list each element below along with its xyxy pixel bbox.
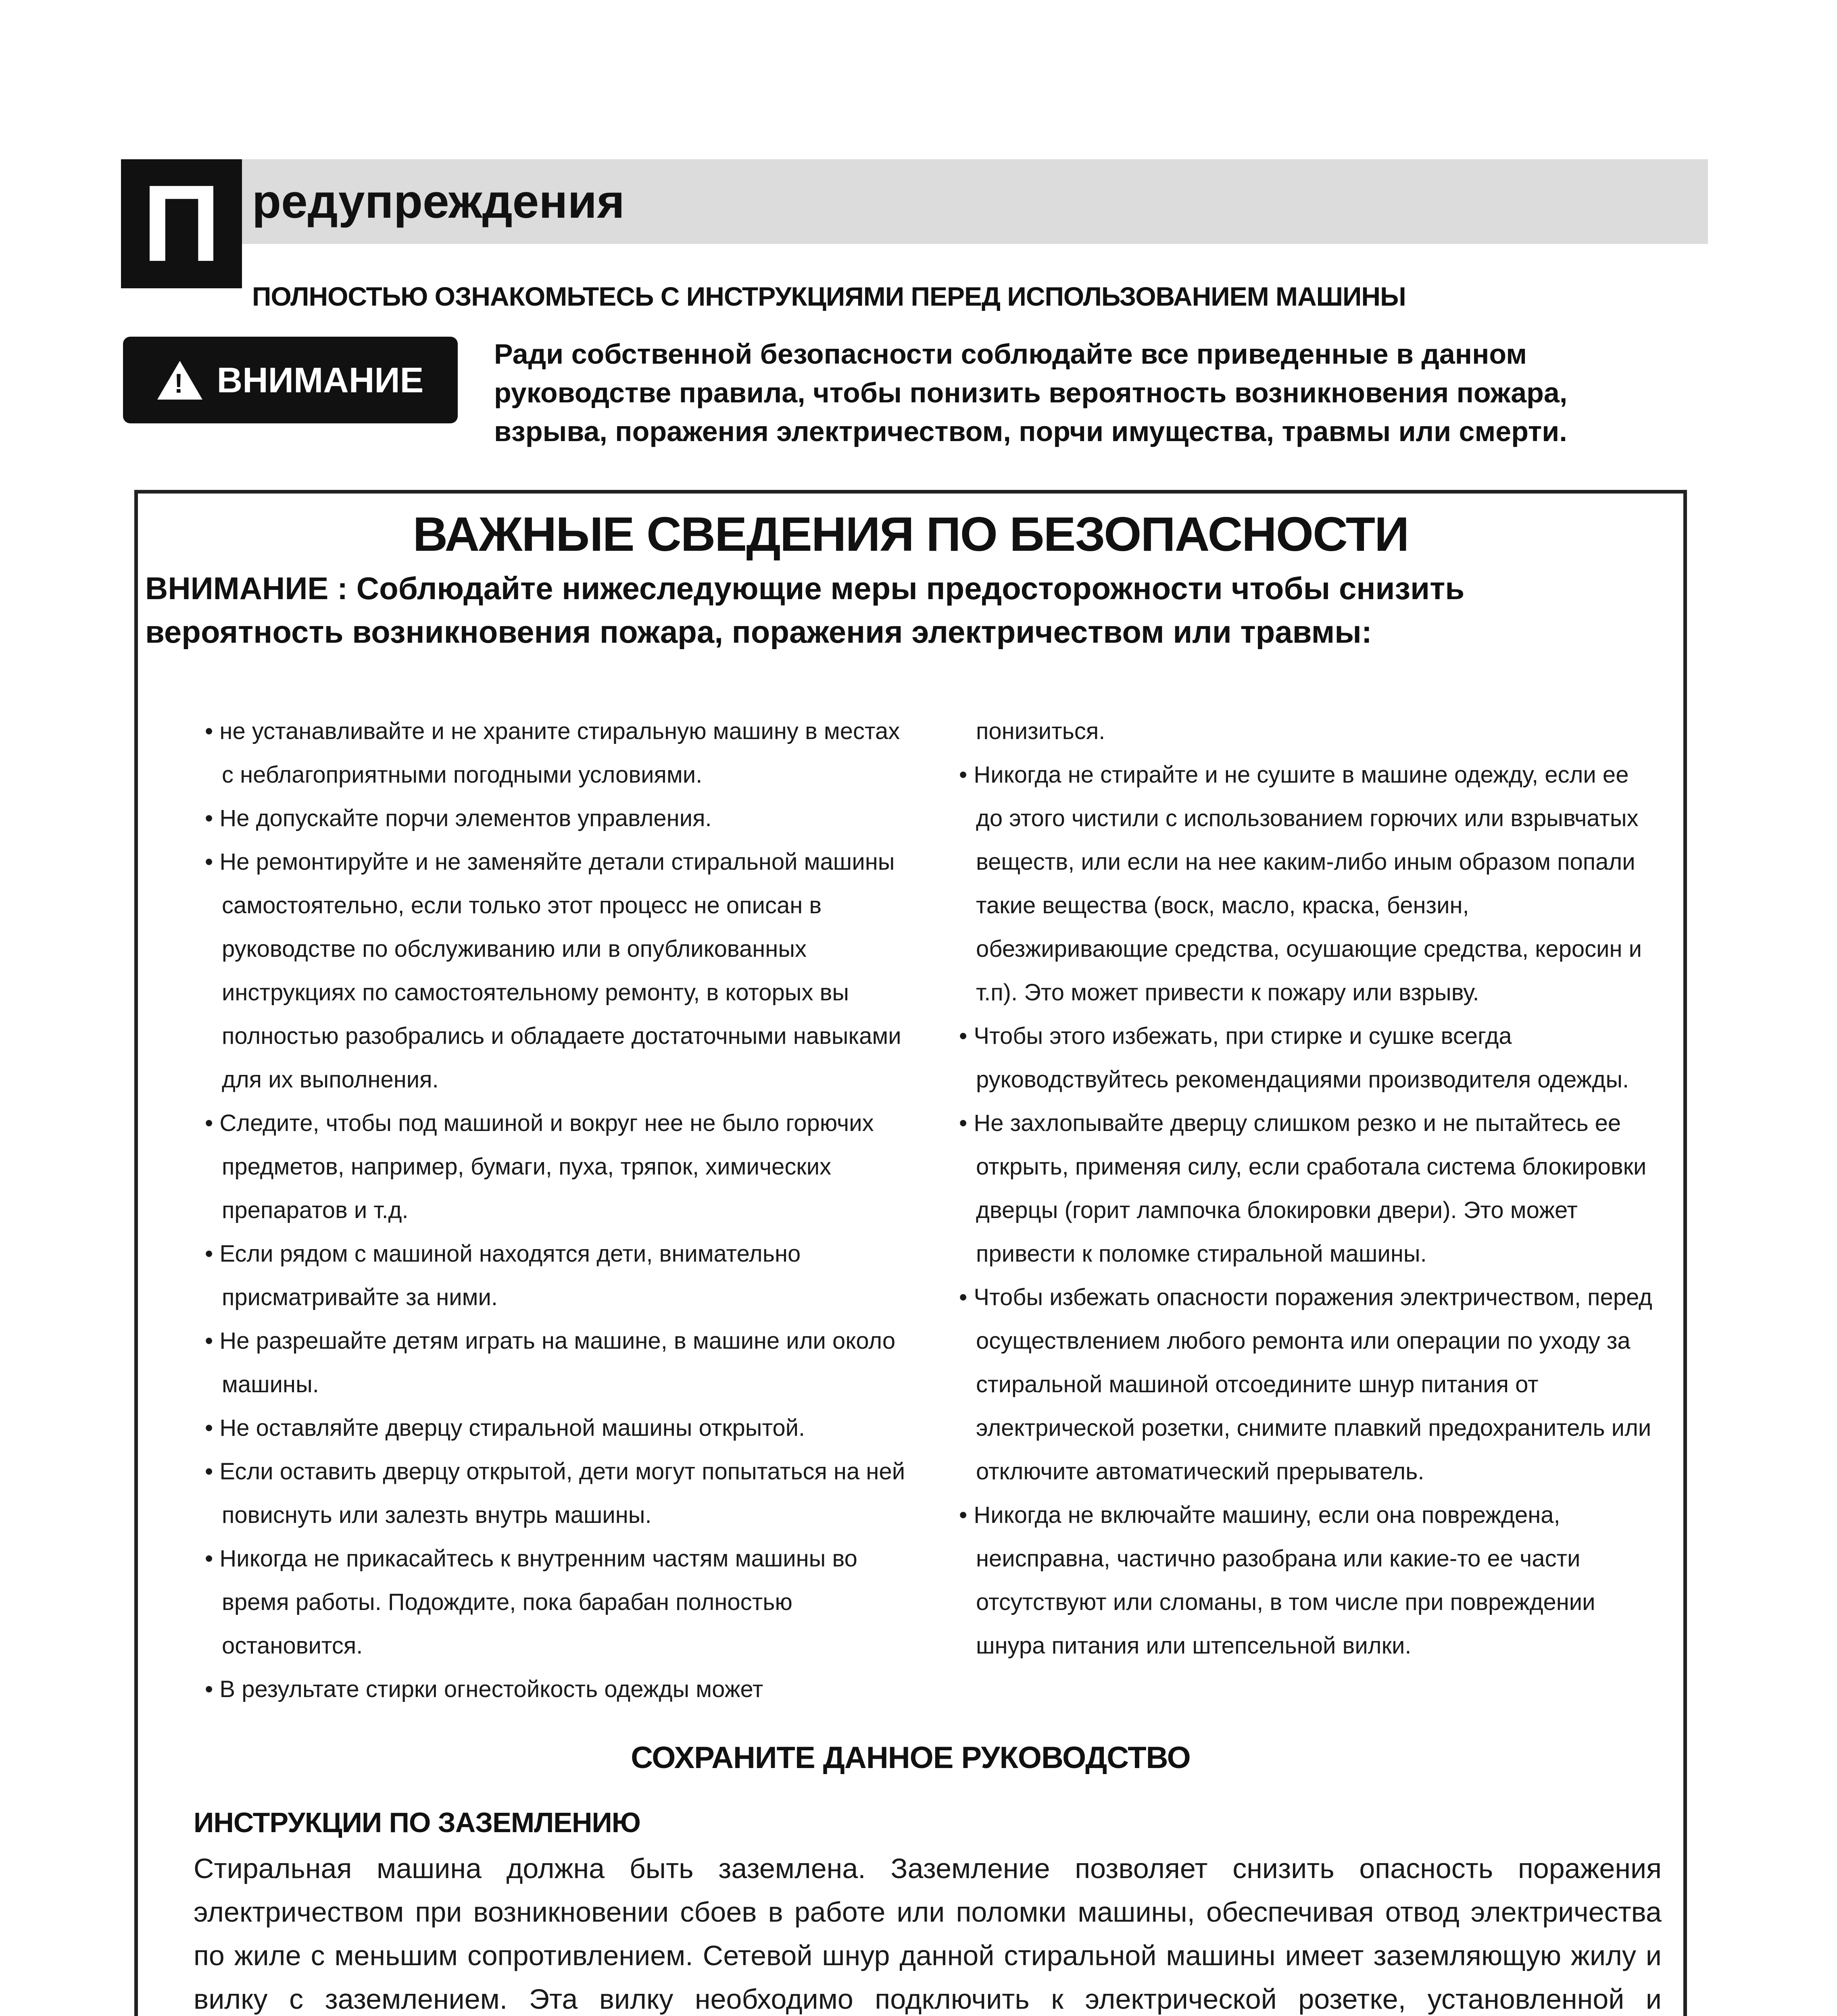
list-item: • Не захлопывайте дверцу слишком резко и не пытайтесь ее открыть, применяя силу, если сработала система блокировки дверцы (горит лампочка блокировки двери). Это может привести к поломке стиральной машины.	[940, 1102, 1658, 1276]
list-item-continuation: понизиться.	[976, 718, 1105, 744]
list-item: • Никогда не прикасайтесь к внутренним частям машины во время работы. Подождите, пока барабан полностью остановится.	[186, 1537, 911, 1668]
list-item: • Если оставить дверцу открытой, дети могут попытаться на ней повиснуть или залезть внутрь машины.	[186, 1450, 911, 1537]
page-title: редупреждения	[252, 175, 625, 228]
list-item: • Не допускайте порчи элементов управления.	[186, 797, 911, 840]
list-item: • Никогда не стирайте и не сушите в машине одежду, если ее до этого чистили с использованием горючих или взрывчатых веществ, или если на нее каким-либо иным образом попали такие вещества (воск, масло, краска, бензин, обезжиривающие средства, осушающие средства, керосин и т.п). Это может привести к пожару или взрыву.	[940, 753, 1658, 1014]
save-guide-heading: СОХРАНИТЕ ДАННОЕ РУКОВОДСТВО	[631, 1741, 1191, 1775]
safety-title: ВАЖНЫЕ СВЕДЕНИЯ ПО БЕЗОПАСНОСТИ	[413, 507, 1409, 561]
list-item: • В результате стирки огнестойкость одежды может	[186, 1668, 911, 1711]
safety-list-left	[186, 710, 911, 1711]
list-item: • Не оставляйте дверцу стиральной машины открытой.	[186, 1406, 911, 1450]
list-item: • Следите, чтобы под машиной и вокруг нее не было горючих предметов, например, бумаги, пуха, тряпок, химических препаратов и т.д.	[186, 1102, 911, 1232]
safety-list-right	[940, 710, 1658, 1668]
list-item: • не устанавливайте и не храните стиральную машину в местах с неблагоприятными погодными условиями.	[186, 710, 911, 797]
page-subtitle: ПОЛНОСТЬЮ ОЗНАКОМЬТЕСЬ С ИНСТРУКЦИЯМИ ПЕРЕД ИСПОЛЬЗОВАНИЕМ МАШИНЫ	[252, 281, 1406, 311]
warning-triangle-icon	[157, 361, 202, 400]
list-item: • Не ремонтируйте и не заменяйте детали стиральной машины самостоятельно, если только этот процесс не описан в руководстве по обслуживанию или в опубликованных инструкциях по самостоятельному ремонту, в которых вы полностью разобрались и обладаете достаточными навыками для их выполнения.	[186, 840, 911, 1102]
list-item: • Чтобы избежать опасности поражения электричеством, перед осуществлением любого ремонта или операции по уходу за стиральной машиной отсоедините шнур питания от электрической розетки, снимите плавкий предохранитель или отключите автоматический прерыватель.	[940, 1276, 1658, 1493]
list-item: • Не разрешайте детям играть на машине, в машине или около машины.	[186, 1319, 911, 1406]
warning-badge	[123, 337, 458, 423]
list-item: • Если рядом с машиной находятся дети, внимательно присматривайте за ними.	[186, 1232, 911, 1319]
title-initial-letter: П	[121, 159, 242, 288]
grounding-body: Стиральная машина должна быть заземлена. Заземление позволяет снизить опасность поражения электричеством при возникновении сбоев в работе или поломки машины, обеспечивая отвод электричества по жиле с меньшим сопротивлением. Сетевой шнур данной стиральной машины имеет заземляющую жилу и вилку с заземлением. Эта вилку необходимо подключить к электрической розетке, установленной и	[194, 1853, 1662, 2015]
warning-text: Ради собственной безопасности соблюдайте все приведенные в данном руководстве правила, чтобы понизить вероятность возникновения пожара, взрыва, поражения электричеством, порчи имущества, травмы или смерти.	[494, 338, 1568, 447]
list-item: • Чтобы этого избежать, при стирке и сушке всегда руководствуйтесь рекомендациями производителя одежды.	[940, 1014, 1658, 1102]
list-item: • Никогда не включайте машину, если она повреждена, неисправна, частично разобрана или какие-то ее части отсутствуют или сломаны, в том числе при повреждении шнура питания или штепсельной вилки.	[940, 1493, 1658, 1668]
warning-badge-label: ВНИМАНИЕ	[217, 360, 424, 400]
grounding-heading: ИНСТРУКЦИИ ПО ЗАЗЕМЛЕНИЮ	[194, 1807, 640, 1838]
safety-intro: ВНИМАНИЕ : Соблюдайте нижеследующие меры предосторожности чтобы снизить вероятность возникновения пожара, поражения электричеством или травмы:	[145, 571, 1465, 650]
